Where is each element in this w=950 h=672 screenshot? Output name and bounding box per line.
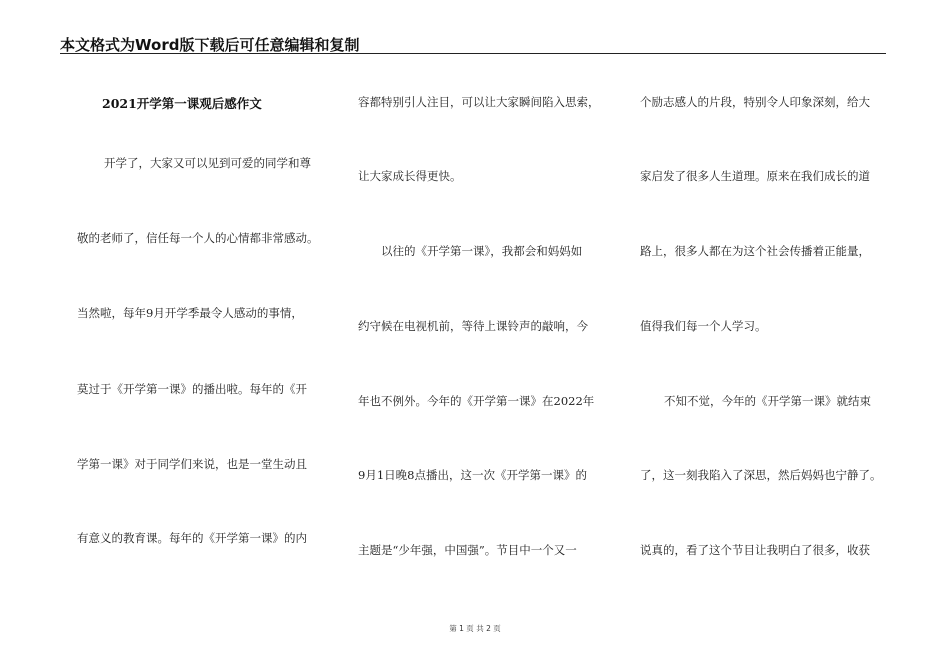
article-title: 2021开学第一课观后感作文 [102,96,262,111]
paragraph-line: 敬的老师了，信任每一个人的心情都非常感动。 [77,231,319,245]
paragraph-line: 说真的，看了这个节目让我明白了很多，收获 [640,543,870,557]
paragraph-line: 以往的《开学第一课》，我都会和妈妈如 [381,244,583,258]
paragraph-line: 开学了，大家又可以见到可爱的同学和尊 [104,156,311,170]
document-header: 本文格式为Word版下载后可任意编辑和复制 [60,36,360,54]
paragraph-line: 让大家成长得更快。 [358,169,462,183]
header-divider [60,53,886,54]
paragraph-line: 了，这一刻我陷入了深思，然后妈妈也宁静了。 [640,468,882,482]
page-number: 第 1 页 共 2 页 [449,624,501,633]
paragraph-line: 约守候在电视机前，等待上课铃声的敲响，今 [358,319,588,333]
paragraph-line: 主题是“少年强，中国强”。节目中一个又一 [358,543,577,557]
paragraph-line: 不知不觉，今年的《开学第一课》就结束 [664,394,871,408]
paragraph-line: 当然啦，每年9月开学季最令人感动的事情， [77,306,303,320]
paragraph-line: 有意义的教育课。每年的《开学第一课》的内 [77,531,307,545]
paragraph-line: 年也不例外。今年的《开学第一课》在2022年 [358,394,595,408]
paragraph-line: 个励志感人的片段，特别令人印象深刻，给大 [640,95,870,109]
paragraph-line: 9月1日晚8点播出，这一次《开学第一课》的 [358,468,587,482]
paragraph-line: 莫过于《开学第一课》的播出啦。每年的《开 [77,382,307,396]
paragraph-line: 路上，很多人都在为这个社会传播着正能量， [640,244,870,258]
paragraph-line: 值得我们每一个人学习。 [640,319,767,333]
paragraph-line: 学第一课》对于同学们来说，也是一堂生动且 [77,457,307,471]
paragraph-line: 家启发了很多人生道理。原来在我们成长的道 [640,169,870,183]
paragraph-line: 容都特别引人注目，可以让大家瞬间陷入思索， [358,95,600,109]
